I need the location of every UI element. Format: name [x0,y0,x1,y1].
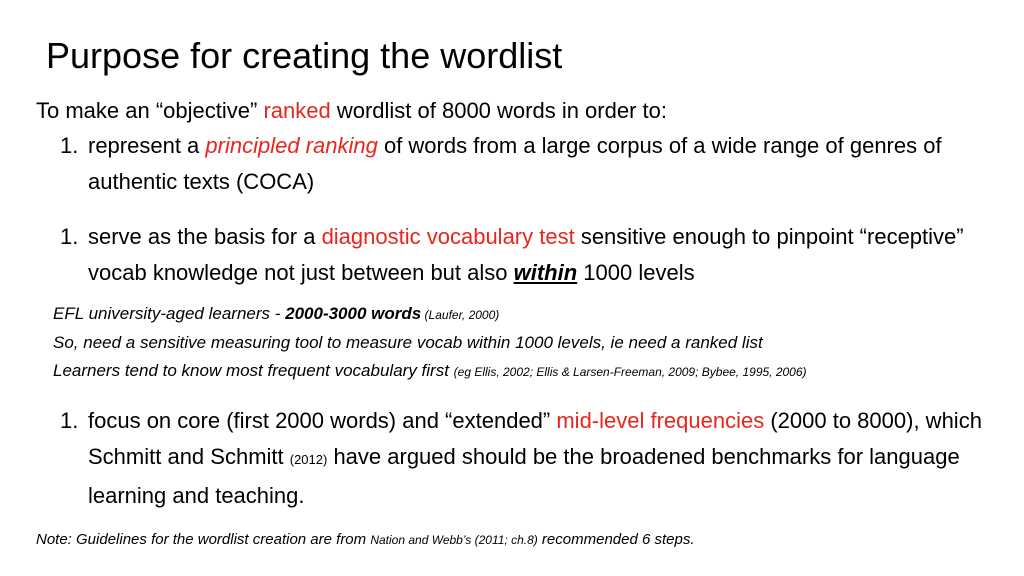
list-item-represent [60,128,1010,200]
note-line-learners [53,357,807,386]
page-title: Purpose for creating the wordlist [46,35,563,76]
item-text: focus on core (first 2000 words) and “extended” [88,408,557,433]
item-text: represent a [88,133,206,158]
intro-text: To make an “objective” [36,98,264,123]
note-text: EFL university-aged learners - [53,304,286,323]
footnote-text: Note: Guidelines for the wordlist creation are from [36,531,371,548]
item-highlight: mid-level frequencies [556,408,765,433]
note-citation: (eg Ellis, 2002; Ellis & Larsen-Freeman, 2009; Bybee, 1995, 2006) [453,365,807,379]
note-line-tool [53,329,807,357]
note-bold: 2000-3000 words [285,304,422,323]
item-text-end: of words from a large corpus of a wide range of genres of authentic texts (COCA) [88,133,942,194]
list-item-body [88,403,1010,514]
list-item-focus [60,403,1010,514]
item-highlight: diagnostic vocabulary test [321,224,575,249]
item-text-middle: sensitive enough to pinpoint “receptive” vocab knowledge not just between but also [88,224,964,285]
item-text-middle: (2000 to 8000), which Schmitt and Schmitt [88,408,982,469]
item-text: serve as the basis for a [88,224,322,249]
footnote-citation: Nation and Webb’s (2011; ch.8) [370,533,538,547]
item-citation: (2012) [289,452,328,467]
item-text-end: 1000 levels [577,260,695,285]
note-citation: (Laufer, 2000) [421,308,500,322]
notes-block [53,300,807,386]
item-emphasis: within [513,260,578,285]
footnote [36,528,695,552]
intro-line [36,96,667,126]
list-item-number: 1. [60,408,79,433]
item-highlight: principled ranking [205,133,378,158]
list-item-number: 1. [60,133,79,158]
intro-text-end: wordlist of 8000 words in order to: [330,98,667,123]
note-text: Learners tend to know most frequent vocabulary first [53,361,454,380]
note-text: So, need a sensitive measuring tool to measure vocab within 1000 levels, ie need a ranked list [53,333,763,352]
note-line-efl [53,300,807,329]
list-item-serve [60,219,1010,291]
intro-highlight: ranked [263,98,331,123]
list-item-body [88,128,1010,200]
list-item-body [88,219,1010,291]
item-text-end: have argued should be the broadened benchmarks for language learning and teaching. [88,444,960,508]
footnote-text-end: recommended 6 steps. [537,531,695,548]
list-item-number: 1. [60,224,79,249]
